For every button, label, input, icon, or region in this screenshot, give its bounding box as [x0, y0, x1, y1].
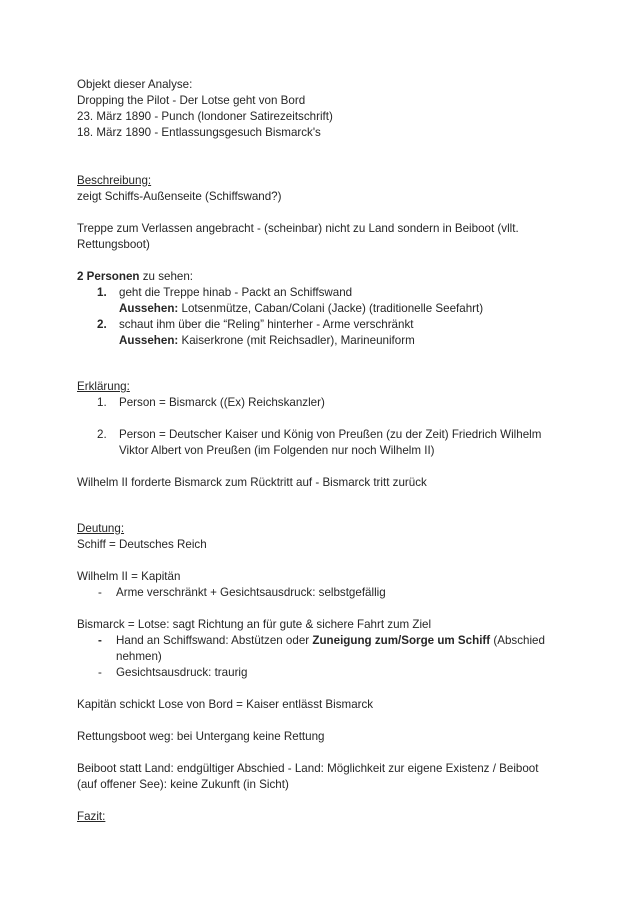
bismarck-list-item-2: [77, 665, 577, 681]
bismarck-item-1-line-1: [116, 633, 577, 649]
deutung-rettung: Rettungsboot weg: bei Untergang keine Rettung: [77, 730, 325, 743]
bismarck-item-1-post: (Abschied: [490, 634, 545, 647]
person-2-text: schaut ihm über die “Reling” hinterher - Arme verschränkt: [119, 318, 414, 331]
person-2-item: [77, 317, 577, 349]
erklaerung-1-number: 1.: [97, 396, 107, 409]
erklaerung-2-line-1: Person = Deutscher Kaiser und König von Preußen (zu der Zeit) Friedrich Wilhelm: [119, 428, 542, 441]
bismarck-item-1-bold: Zuneigung zum/Sorge um Schiff: [312, 634, 491, 647]
person-2-appearance: [119, 333, 577, 349]
deutung-schiff: Schiff = Deutsches Reich: [77, 538, 207, 551]
personen-rest: zu sehen:: [139, 270, 194, 283]
wilhelm-dash: -: [98, 586, 102, 599]
artwork-title: Dropping the Pilot - Der Lotse geht von Bord: [77, 94, 306, 107]
deutung-bismarck: Bismarck = Lotse: sagt Richtung an für gute & sichere Fahrt zum Ziel: [77, 618, 432, 631]
wilhelm-list-item: [77, 585, 577, 601]
erklaerung-heading: Erklärung:: [77, 380, 130, 393]
beschreibung-line-3: Rettungsboot): [77, 238, 150, 251]
deutung-beiboot-line-2: (auf offener See): keine Zukunft (in Sicht): [77, 778, 289, 791]
person-1-appearance-desc: Lotsenmütze, Caban/Colani (Jacke) (traditionelle Seefahrt): [178, 302, 484, 315]
person-2-number: 2.: [97, 318, 107, 331]
person-1-appearance-label: Aussehen:: [119, 302, 179, 315]
deutung-wilhelm: Wilhelm II = Kapitän: [77, 570, 181, 583]
person-1-text: geht die Treppe hinab - Packt an Schiffswand: [119, 286, 353, 299]
personen-intro: [77, 269, 577, 285]
publication-date: 23. März 1890 - Punch (londoner Satirezeitschrift): [77, 110, 333, 123]
erklaerung-2-number: 2.: [97, 428, 107, 441]
beschreibung-line-1: zeigt Schiffs-Außenseite (Schiffswand?): [77, 190, 282, 203]
beschreibung-line-2: Treppe zum Verlassen angebracht - (scheinbar) nicht zu Land sondern in Beiboot (vllt.: [77, 222, 519, 235]
beschreibung-heading: Beschreibung:: [77, 174, 152, 187]
bismarck-item-1-line-2: nehmen): [116, 650, 162, 663]
erklaerung-summary: Wilhelm II forderte Bismarck zum Rücktritt auf - Bismarck tritt zurück: [77, 476, 427, 489]
erklaerung-item-1: [77, 395, 577, 411]
person-2-appearance-desc: Kaiserkrone (mit Reichsadler), Marineuniform: [178, 334, 415, 347]
person-1-item: [77, 285, 577, 317]
deutung-heading: Deutung:: [77, 522, 125, 535]
personen-bold: 2 Personen: [77, 270, 140, 283]
erklaerung-item-2: [77, 427, 577, 459]
fazit-heading: Fazit:: [77, 810, 106, 823]
wilhelm-item-text: Arme verschränkt + Gesichtsausdruck: selbstgefällig: [116, 586, 386, 599]
bismarck-dash-2: -: [98, 666, 102, 679]
resignation-date: 18. März 1890 - Entlassungsgesuch Bismarck's: [77, 126, 321, 139]
person-1-appearance: [119, 301, 577, 317]
object-label: Objekt dieser Analyse:: [77, 78, 193, 91]
erklaerung-2-line-2: Viktor Albert von Preußen (im Folgenden nur noch Wilhelm II): [119, 444, 435, 457]
bismarck-item-1-pre: Hand an Schiffswand: Abstützen oder: [116, 634, 313, 647]
person-1-number: 1.: [97, 286, 107, 299]
erklaerung-1-text: Person = Bismarck ((Ex) Reichskanzler): [119, 396, 325, 409]
bismarck-dash-1: -: [98, 634, 102, 647]
person-2-appearance-label: Aussehen:: [119, 334, 179, 347]
bismarck-list-item-1: [77, 633, 577, 665]
document-page: [77, 77, 577, 825]
bismarck-item-2-text: Gesichtsausdruck: traurig: [116, 666, 248, 679]
deutung-kapitaen: Kapitän schickt Lose von Bord = Kaiser entlässt Bismarck: [77, 698, 374, 711]
deutung-beiboot-line-1: Beiboot statt Land: endgültiger Abschied - Land: Möglichkeit zur eigene Existenz / Beiboot: [77, 762, 539, 775]
